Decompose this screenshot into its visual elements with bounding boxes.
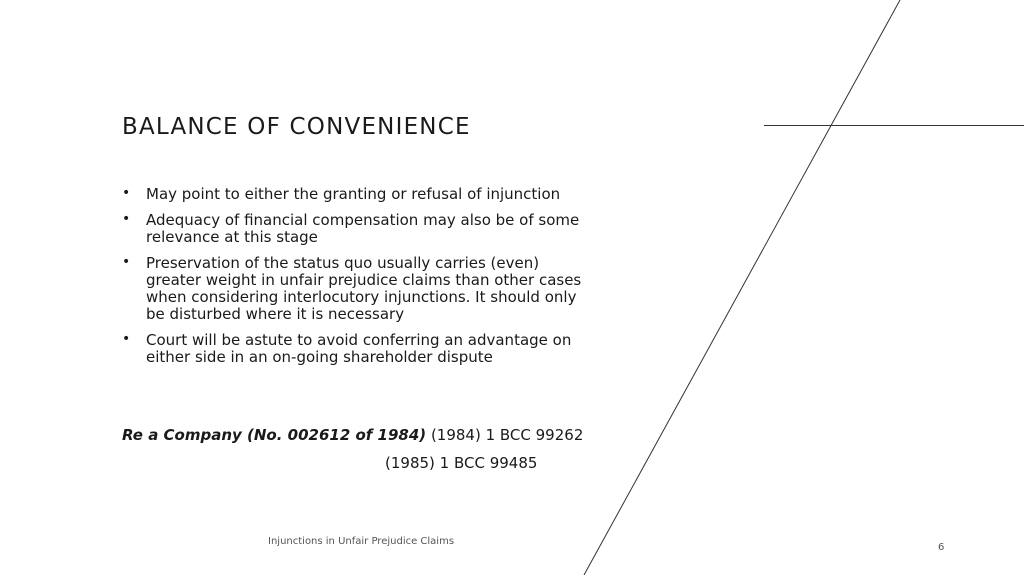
bullet-text: May point to either the granting or refusal of injunction xyxy=(146,185,561,203)
bullet-item xyxy=(122,186,592,203)
bullet-icon: • xyxy=(122,211,131,227)
diagonal-line xyxy=(584,0,900,575)
bullet-text: Preservation of the status quo usually carries (even) greater weight in unfair prejudice claims than other cases when considering interlocutory injunctions. It should only be disturbed where it is necessary xyxy=(146,254,582,323)
bullet-item xyxy=(122,255,592,323)
slide-footer: Injunctions in Unfair Prejudice Claims xyxy=(268,536,455,547)
case-name: Re a Company (No. 002612 of 1984) xyxy=(122,426,427,444)
case-citation-1984: (1984) 1 BCC 99262 xyxy=(426,426,584,444)
bullet-item xyxy=(122,332,592,366)
bullet-text: Court will be astute to avoid conferring an advantage on either side in an on-going shareholder dispute xyxy=(146,331,572,366)
bullet-icon: • xyxy=(122,185,131,201)
bullet-icon: • xyxy=(122,331,131,347)
bullet-list xyxy=(122,186,592,375)
bullet-icon: • xyxy=(122,254,131,270)
page-number: 6 xyxy=(938,542,945,553)
slide-title: BALANCE OF CONVENIENCE xyxy=(122,114,471,140)
case-citation-1985: (1985) 1 BCC 99485 xyxy=(385,454,538,472)
case-citation xyxy=(122,426,583,444)
bullet-text: Adequacy of financial compensation may also be of some relevance at this stage xyxy=(146,211,580,246)
bullet-item xyxy=(122,212,592,246)
